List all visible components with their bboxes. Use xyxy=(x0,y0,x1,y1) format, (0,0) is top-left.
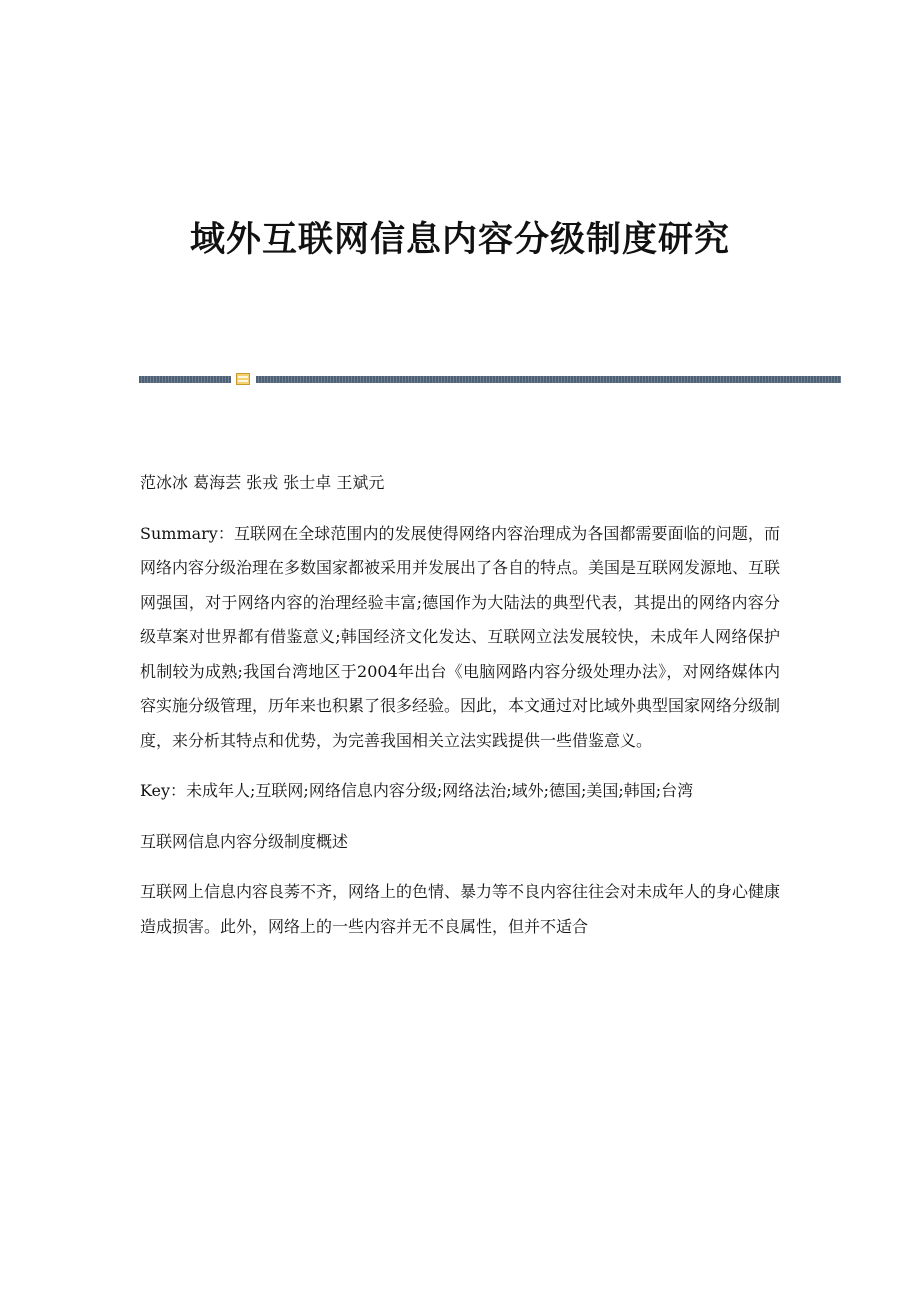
author-list: 范冰冰 葛海芸 张戎 张士卓 王斌元 xyxy=(140,473,385,492)
body-paragraph: 互联网上信息内容良莠不齐，网络上的色情、暴力等不良内容往往会对未成年人的身心健康造成损害。此外，网络上的一些内容并无不良属性，但并不适合 xyxy=(140,882,781,936)
document-title: 域外互联网信息内容分级制度研究 xyxy=(189,219,730,260)
summary-paragraph: Summary：互联网在全球范围内的发展使得网络内容治理成为各国都需要面临的问题，而网络内容分级治理在多数国家都被采用并发展出了各自的特点。美国是互联网发源地、互联网强国，对于网络内容的治理经验丰富;德国作为大陆法的典型代表，其提出的网络内容分级草案对世界都有借鉴意义;韩国经济文化发达、互联网立法发展较快，未成年人网络保护机制较为成熟;我国台湾地区于2004年出台《电脑网路内容分级处理办法》，对网络媒体内容实施分级管理，历年来也积累了很多经验。因此，本文通过对比域外典型国家网络分级制度，来分析其特点和优势，为完善我国相关立法实践提供一些借鉴意义。 xyxy=(140,523,781,750)
title-divider xyxy=(139,373,841,385)
section-heading: 互联网信息内容分级制度概述 xyxy=(140,831,349,851)
keywords-paragraph: Key：未成年人;互联网;网络信息内容分级;网络法治;域外;德国;美国;韩国;台湾 xyxy=(140,781,694,800)
divider-bar-right xyxy=(256,376,841,383)
envelope-emblem-icon xyxy=(236,373,250,385)
document-body xyxy=(140,466,780,960)
divider-bar-left xyxy=(139,376,231,383)
